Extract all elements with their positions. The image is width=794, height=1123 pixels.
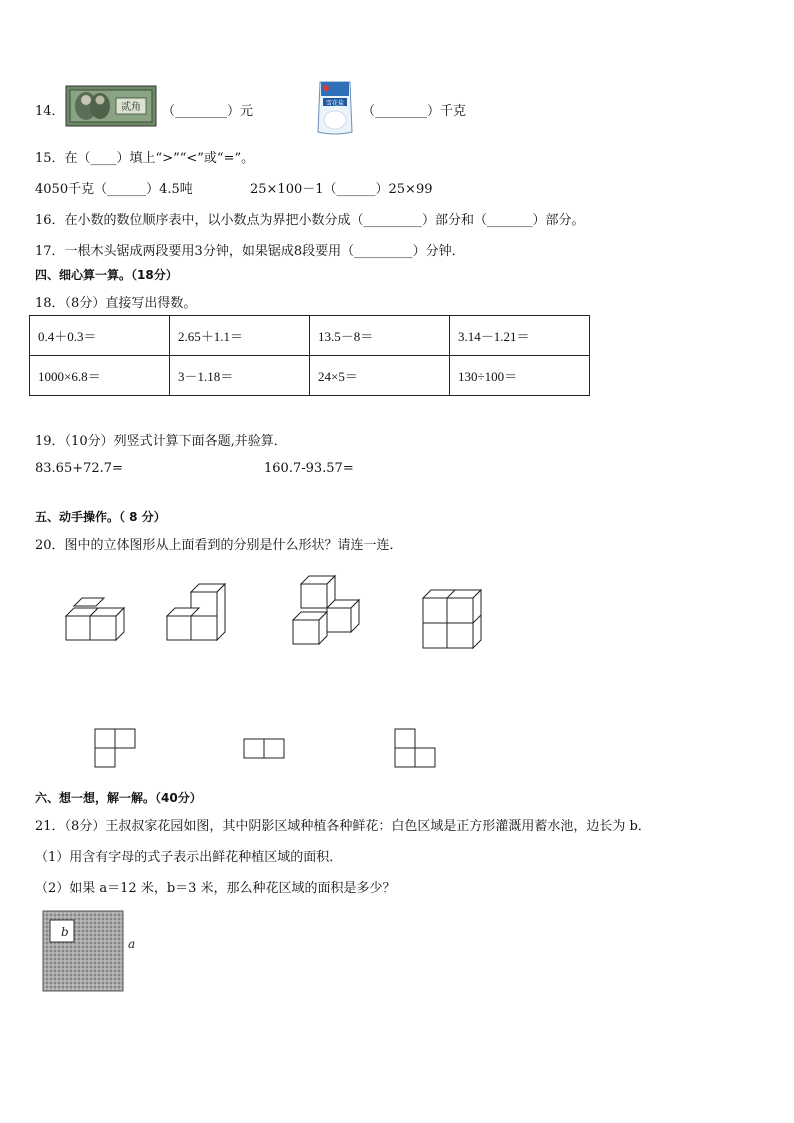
solid-figure-1 [64, 594, 126, 640]
q15-item1: 4050千克（______）4.5吨 [35, 182, 193, 197]
q17-text: 17．一根木头锯成两段要用3分钟，如果锯成8段要用（_________）分钟． [35, 244, 465, 259]
banknote-label: 贰角 [121, 102, 141, 113]
top-view-2 [243, 738, 285, 759]
q18-title: 18．（8分）直接写出得数。 [35, 296, 197, 311]
table-row [30, 316, 590, 356]
salt-bag-label: 雪花盐 [325, 100, 345, 107]
q21-part2: （2）如果 a＝12 米，b＝3 米，那么种花区域的面积是多少？ [35, 881, 396, 896]
q21-part1: （1）用含有字母的式子表示出鲜花种植区域的面积． [35, 850, 343, 865]
table-cell: 130÷100＝ [450, 356, 590, 396]
q19-title: 19．（10分）列竖式计算下面各题,并验算． [35, 434, 287, 449]
q14-blank-kg: （________）千克 [362, 104, 467, 119]
label-b: b [61, 925, 69, 939]
q19-item2: 160.7-93.57= [264, 461, 354, 476]
section4-title: 四、细心算一算。（18分） [35, 268, 178, 282]
table-cell: 3.14－1.21＝ [450, 316, 590, 356]
table-cell: 3－1.18＝ [170, 356, 310, 396]
section5-title: 五、动手操作。（ 8 分） [35, 510, 166, 524]
table-cell: 24×5＝ [310, 356, 450, 396]
section6-title: 六、想一想，解一解。（40分） [35, 791, 202, 805]
q15-item2: 25×100－1（______）25×99 [250, 182, 433, 197]
q21-title: 21．（8分）王叔叔家花园如图，其中阴影区域种植各种鲜花：白色区域是正方形灌溉用蓄水池，边长为 b． [35, 819, 651, 834]
garden-figure [42, 910, 142, 994]
table-row [30, 356, 590, 396]
q18-calc-table [29, 315, 590, 396]
q14-number: 14． [35, 104, 65, 119]
solid-figure-3 [291, 576, 361, 644]
q19-item1: 83.65+72.7= [35, 461, 123, 476]
table-cell: 13.5－8＝ [310, 316, 450, 356]
table-cell: 0.4＋0.3＝ [30, 316, 170, 356]
salt-bag-image [316, 78, 354, 136]
top-view-3 [394, 728, 436, 768]
solid-figure-2 [165, 580, 227, 642]
q20-title: 20．图中的立体图形从上面看到的分别是什么形状？请连一连． [35, 538, 403, 553]
q15-title: 15．在（____）填上“>”“<”或“=”。 [35, 151, 255, 166]
q16-text: 16．在小数的数位顺序表中，以小数点为界把小数分成（_________）部分和（_______）部分。 [35, 213, 585, 228]
banknote-image [66, 86, 156, 126]
table-cell: 2.65＋1.1＝ [170, 316, 310, 356]
table-cell: 1000×6.8＝ [30, 356, 170, 396]
q14-blank-yuan: （________）元 [162, 104, 254, 119]
top-view-1 [94, 728, 136, 768]
solid-figure-4 [421, 588, 483, 650]
label-a: a [128, 937, 136, 951]
